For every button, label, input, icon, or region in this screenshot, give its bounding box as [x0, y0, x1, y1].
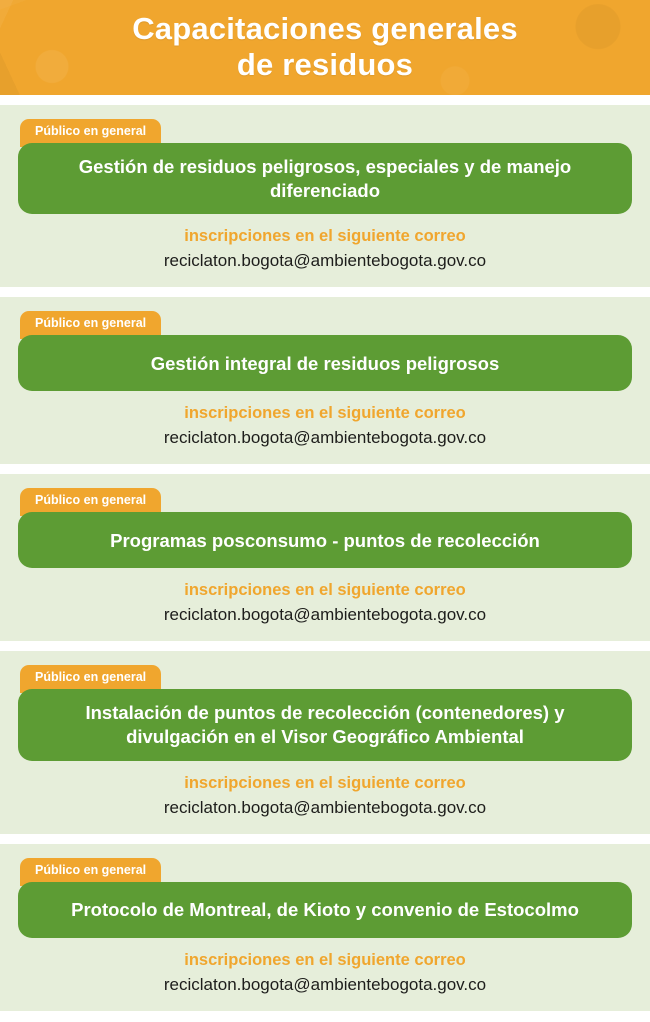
signup-email[interactable]: reciclaton.bogota@ambientebogota.gov.co: [163, 974, 487, 994]
audience-badge: Público en general: [20, 665, 161, 693]
course-title: Programas posconsumo - puntos de recolección: [110, 529, 540, 551]
header-banner: [0, 0, 650, 95]
signup-email[interactable]: reciclaton.bogota@ambientebogota.gov.co: [163, 251, 487, 271]
course-card: [0, 105, 650, 287]
audience-badge: Público en general: [20, 488, 161, 516]
signup-email[interactable]: reciclaton.bogota@ambientebogota.gov.co: [163, 605, 487, 625]
signup-label: inscripciones en el siguiente correo: [184, 773, 466, 792]
audience-badge: Público en general: [20, 311, 161, 339]
course-title: Gestión integral de residuos peligrosos: [150, 352, 500, 374]
course-title: Instalación de puntos de recolección (contenedores) y divulgación en el Visor Geográfico Ambiental: [85, 702, 565, 748]
course-title-box[interactable]: [18, 689, 632, 760]
course-title-box[interactable]: [18, 512, 632, 568]
course-card: [0, 844, 650, 1011]
page-title: [0, 0, 650, 83]
signup-label: inscripciones en el siguiente correo: [184, 227, 466, 246]
course-card: [0, 474, 650, 641]
course-title-box[interactable]: [18, 143, 632, 214]
signup-label: inscripciones en el siguiente correo: [184, 581, 466, 600]
signup-label: inscripciones en el siguiente correo: [184, 404, 466, 423]
audience-badge: Público en general: [20, 119, 161, 147]
page-title-line-1: Capacitaciones generales: [132, 11, 518, 46]
signup-email[interactable]: reciclaton.bogota@ambientebogota.gov.co: [163, 428, 487, 448]
course-card: [0, 297, 650, 464]
page-title-line-2: de residuos: [236, 46, 414, 82]
course-title-box[interactable]: [18, 882, 632, 938]
course-title: Gestión de residuos peligrosos, especiales y de manejo diferenciado: [78, 156, 572, 201]
signup-label: inscripciones en el siguiente correo: [184, 950, 466, 969]
audience-badge: Público en general: [20, 858, 161, 886]
course-title: Protocolo de Montreal, de Kioto y convenio de Estocolmo: [71, 898, 579, 920]
course-title-box[interactable]: [18, 335, 632, 391]
course-card: [0, 651, 650, 833]
signup-email[interactable]: reciclaton.bogota@ambientebogota.gov.co: [163, 797, 487, 817]
